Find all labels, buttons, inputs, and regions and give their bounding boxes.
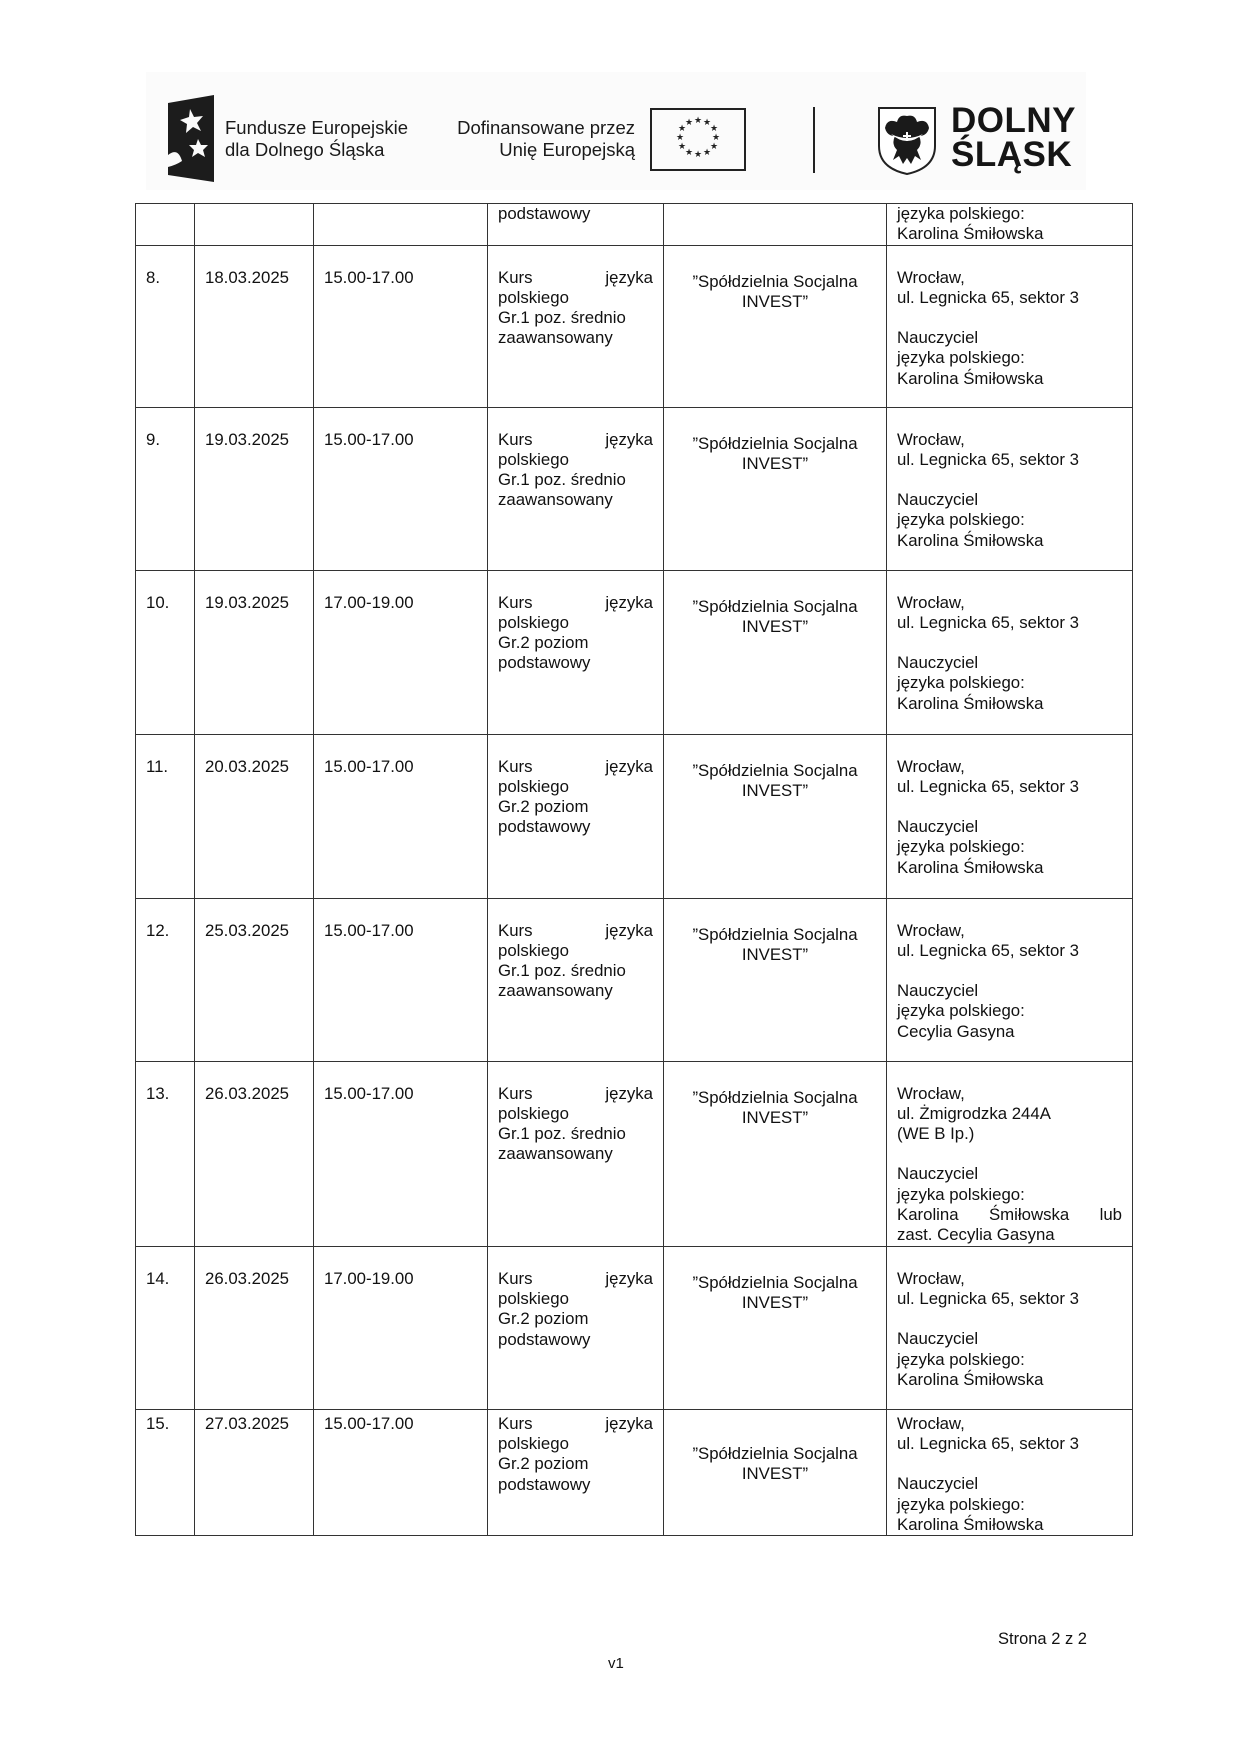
course-word: Kurs [498, 920, 533, 940]
org-line: INVEST” [741, 1107, 809, 1127]
course-line: zaawansowany [498, 981, 613, 1001]
course-line: Gr.2 poziom [498, 633, 589, 653]
row-date: 26.03.2025 [205, 1083, 289, 1103]
teacher-word: Śmiłowska [988, 1205, 1070, 1225]
org-line: INVEST” [741, 780, 809, 800]
eu-flag-icon [650, 108, 746, 171]
cell-org [664, 407, 887, 570]
org-line: INVEST” [741, 1292, 809, 1312]
org-line: ”Spółdzielnia Socjalna [692, 1443, 858, 1463]
course-line: Gr.1 poz. średnio [498, 308, 626, 328]
org-line: ”Spółdzielnia Socjalna [692, 760, 858, 780]
teacher-block [897, 328, 1122, 389]
row-time: 15.00-17.00 [324, 267, 414, 287]
teacher-line: Karolina Śmiłowska [897, 1369, 1044, 1389]
svg-text:★: ★ [709, 142, 719, 152]
course-line: zaawansowany [498, 490, 613, 510]
org-line: ”Spółdzielnia Socjalna [692, 433, 858, 453]
table-row [136, 245, 1133, 407]
cell-date [195, 245, 314, 407]
cell-time [314, 1409, 488, 1535]
address-line: (WE B Ip.) [897, 1124, 975, 1144]
course-word: języka [605, 756, 653, 776]
row-time: 17.00-19.00 [324, 592, 414, 612]
table-row [136, 1061, 1133, 1246]
cell-date [195, 570, 314, 734]
ds-line-2: ŚLĄSK [951, 135, 1073, 174]
row-number: 11. [146, 756, 169, 776]
cell-no [136, 1061, 195, 1246]
table-row [136, 898, 1133, 1061]
teacher-line: Nauczyciel [897, 817, 979, 837]
course-line [498, 268, 653, 288]
teacher-line: Karolina Śmiłowska [897, 368, 1044, 388]
course-word: Kurs [498, 592, 533, 612]
course-word: Kurs [498, 429, 533, 449]
course-line [498, 430, 653, 450]
course-line [498, 921, 653, 941]
address-line: Wrocław, [897, 592, 965, 612]
course-line [498, 1084, 653, 1104]
svg-text:★: ★ [677, 124, 687, 134]
teacher-line: Nauczyciel [897, 1329, 979, 1349]
eu-line-1: Dofinansowane przez [457, 117, 635, 138]
svg-text:★: ★ [702, 148, 712, 158]
course-line: podstawowy [498, 1474, 591, 1494]
row-number: 9. [146, 429, 160, 449]
cell-course [488, 1409, 664, 1535]
cell-date [195, 1061, 314, 1246]
course-line: zaawansowany [498, 328, 613, 348]
address-line: ul. Legnicka 65, sektor 3 [897, 1288, 1079, 1308]
course-line: podstawowy [498, 817, 591, 837]
address-line: ul. Legnicka 65, sektor 3 [897, 1433, 1079, 1453]
row-time: 15.00-17.00 [324, 920, 414, 940]
fundusze-europejskie-text [225, 117, 408, 161]
table-row [136, 734, 1133, 898]
teacher-line: Karolina Śmiłowska [897, 530, 1044, 550]
cell-course [488, 570, 664, 734]
teacher-line: Nauczyciel [897, 1474, 979, 1494]
course-line [498, 757, 653, 777]
cell-no [136, 1409, 195, 1535]
address-line: Wrocław, [897, 429, 965, 449]
teacher-block [897, 490, 1122, 551]
cell-org [664, 1246, 887, 1409]
table-row [136, 1409, 1133, 1535]
cell-time [314, 1246, 488, 1409]
course-line: podstawowy [498, 653, 591, 673]
cell-org [664, 204, 887, 246]
row-time: 15.00-17.00 [324, 1413, 414, 1433]
cell-org [664, 570, 887, 734]
address-line: ul. Żmigrodzka 244A [897, 1103, 1051, 1123]
cell-course [488, 245, 664, 407]
address-line: ul. Legnicka 65, sektor 3 [897, 940, 1079, 960]
address-line: Wrocław, [897, 1083, 965, 1103]
fe-line-1: Fundusze Europejskie [225, 117, 409, 138]
course-line: Gr.2 poziom [498, 1309, 589, 1329]
teacher-line: języka polskiego: [897, 1349, 1025, 1369]
svg-text:★: ★ [675, 133, 685, 143]
cell-place [887, 1061, 1133, 1246]
course-word: Kurs [498, 1413, 533, 1433]
cell-place [887, 734, 1133, 898]
place-tail-1: języka polskiego: [897, 204, 1025, 223]
cell-time [314, 898, 488, 1061]
course-word: języka [605, 429, 653, 449]
teacher-line: Karolina Śmiłowska [897, 857, 1044, 877]
address-line: Wrocław, [897, 920, 965, 940]
cell-place [887, 570, 1133, 734]
table-row [136, 1246, 1133, 1409]
course-line: polskiego [498, 776, 569, 796]
cell-no [136, 1246, 195, 1409]
document-version: v1 [608, 1655, 624, 1672]
cell-course [488, 1246, 664, 1409]
cell-place [887, 245, 1133, 407]
cell-time [314, 734, 488, 898]
course-line: polskiego [498, 287, 569, 307]
org-line: ”Spółdzielnia Socjalna [692, 1272, 858, 1292]
dolny-slask-wordmark [951, 101, 1076, 174]
cell-no [136, 898, 195, 1061]
teacher-block [897, 981, 1122, 1042]
course-line: polskiego [498, 1288, 569, 1308]
cell-course [488, 407, 664, 570]
cell-org [664, 1061, 887, 1246]
org-line: ”Spółdzielnia Socjalna [692, 271, 858, 291]
course-tail: podstawowy [498, 204, 591, 223]
course-word: języka [605, 1083, 653, 1103]
address-line: ul. Legnicka 65, sektor 3 [897, 287, 1079, 307]
teacher-line: Nauczyciel [897, 1164, 979, 1184]
row-number: 15. [146, 1413, 170, 1433]
teacher-word: Karolina [897, 1205, 959, 1225]
row-date: 27.03.2025 [205, 1413, 289, 1433]
address-line: Wrocław, [897, 1268, 965, 1288]
row-number: 14. [146, 1268, 170, 1288]
svg-text:★: ★ [684, 118, 694, 128]
row-number: 13. [146, 1083, 170, 1103]
org-line: INVEST” [741, 291, 809, 311]
org-line: ”Spółdzielnia Socjalna [692, 1087, 858, 1107]
cell-date [195, 407, 314, 570]
course-line: Gr.1 poz. średnio [498, 1124, 626, 1144]
course-line: podstawowy [498, 1329, 591, 1349]
address-line: Wrocław, [897, 756, 965, 776]
org-line: INVEST” [741, 453, 809, 473]
course-word: języka [605, 1413, 653, 1433]
teacher-block [897, 1164, 1122, 1245]
teacher-line: języka polskiego: [897, 348, 1025, 368]
course-word: Kurs [498, 267, 533, 287]
svg-text:★: ★ [702, 118, 712, 128]
cell-no [136, 407, 195, 570]
course-line: polskiego [498, 612, 569, 632]
row-time: 15.00-17.00 [324, 1083, 414, 1103]
cell-time [314, 570, 488, 734]
row-time: 17.00-19.00 [324, 1268, 414, 1288]
page-number: Strona 2 z 2 [998, 1630, 1087, 1648]
course-line: Gr.1 poz. średnio [498, 961, 626, 981]
row-date: 19.03.2025 [205, 592, 289, 612]
course-word: Kurs [498, 1268, 533, 1288]
course-line: polskiego [498, 1103, 569, 1123]
course-line [498, 593, 653, 613]
eu-cofinanced-text [450, 117, 635, 161]
row-time: 15.00-17.00 [324, 756, 414, 776]
row-time: 15.00-17.00 [324, 429, 414, 449]
cell-place [887, 1409, 1133, 1535]
cell-time [314, 407, 488, 570]
cell-no [136, 204, 195, 246]
fundusze-europejskie-logo-icon [168, 95, 214, 182]
cell-place [887, 407, 1133, 570]
svg-text:★: ★ [709, 124, 719, 134]
table-row-continuation [136, 204, 1133, 246]
cell-no [136, 570, 195, 734]
course-word: języka [605, 1268, 653, 1288]
course-line: polskiego [498, 940, 569, 960]
course-word: języka [605, 267, 653, 287]
org-line: INVEST” [741, 944, 809, 964]
svg-text:★: ★ [684, 148, 694, 158]
teacher-line: Karolina Śmiłowska [897, 1514, 1044, 1534]
teacher-line: Karolina Śmiłowska [897, 693, 1044, 713]
row-date: 19.03.2025 [205, 429, 289, 449]
cell-time [314, 204, 488, 246]
svg-text:★: ★ [693, 116, 703, 126]
cell-no [136, 734, 195, 898]
cell-course [488, 734, 664, 898]
teacher-line: języka polskiego: [897, 1001, 1025, 1021]
teacher-block [897, 653, 1122, 714]
svg-text:★: ★ [693, 150, 703, 160]
fe-line-2: dla Dolnego Śląska [225, 139, 385, 160]
row-date: 20.03.2025 [205, 756, 289, 776]
cell-place [887, 1246, 1133, 1409]
course-word: języka [605, 592, 653, 612]
svg-text:★: ★ [711, 133, 721, 143]
org-line: ”Spółdzielnia Socjalna [692, 924, 858, 944]
teacher-line: Nauczyciel [897, 328, 979, 348]
ds-line-1: DOLNY [951, 101, 1076, 140]
teacher-line: Cecylia Gasyna [897, 1021, 1015, 1041]
cell-date [195, 204, 314, 246]
course-line: Gr.2 poziom [498, 1454, 589, 1474]
course-line: Gr.2 poziom [498, 797, 589, 817]
course-line [498, 1269, 653, 1289]
teacher-line: zast. Cecylia Gasyna [897, 1225, 1055, 1245]
cell-place [887, 898, 1133, 1061]
teacher-block [897, 817, 1122, 878]
course-line: Gr.1 poz. średnio [498, 470, 626, 490]
row-date: 25.03.2025 [205, 920, 289, 940]
cell-time [314, 1061, 488, 1246]
row-number: 12. [146, 920, 170, 940]
address-line: ul. Legnicka 65, sektor 3 [897, 776, 1079, 796]
row-number: 10. [146, 592, 170, 612]
schedule-table [135, 203, 1133, 1536]
row-date: 26.03.2025 [205, 1268, 289, 1288]
table-row [136, 407, 1133, 570]
course-line: zaawansowany [498, 1144, 613, 1164]
cell-date [195, 1246, 314, 1409]
teacher-line [897, 1205, 1122, 1225]
course-line [498, 1414, 653, 1434]
address-line: ul. Legnicka 65, sektor 3 [897, 449, 1079, 469]
row-date: 18.03.2025 [205, 267, 289, 287]
lower-silesia-crest-icon [877, 106, 937, 176]
teacher-line: języka polskiego: [897, 1494, 1025, 1514]
teacher-word: lub [1099, 1205, 1122, 1225]
teacher-line: Nauczyciel [897, 490, 979, 510]
course-line: polskiego [498, 449, 569, 469]
teacher-block [897, 1474, 1122, 1535]
place-tail-2: Karolina Śmiłowska [897, 224, 1044, 244]
cell-date [195, 898, 314, 1061]
org-line: ”Spółdzielnia Socjalna [692, 596, 858, 616]
course-line: polskiego [498, 1433, 569, 1453]
teacher-line: Nauczyciel [897, 653, 979, 673]
cell-course [488, 898, 664, 1061]
table-row [136, 570, 1133, 734]
logo-divider [813, 107, 815, 173]
address-line: Wrocław, [897, 1413, 965, 1433]
org-line: INVEST” [741, 1463, 809, 1483]
course-word: języka [605, 920, 653, 940]
eu-line-2: Unię Europejską [499, 139, 635, 160]
cell-org [664, 734, 887, 898]
cell-place [887, 204, 1133, 246]
teacher-line: języka polskiego: [897, 837, 1025, 857]
cell-course [488, 1061, 664, 1246]
cell-no [136, 245, 195, 407]
cell-time [314, 245, 488, 407]
svg-text:★: ★ [677, 142, 687, 152]
cell-org [664, 245, 887, 407]
teacher-line: języka polskiego: [897, 1184, 1025, 1204]
teacher-block [897, 1329, 1122, 1390]
cell-date [195, 1409, 314, 1535]
address-line: ul. Legnicka 65, sektor 3 [897, 612, 1079, 632]
course-word: Kurs [498, 1083, 533, 1103]
cell-org [664, 1409, 887, 1535]
course-word: Kurs [498, 756, 533, 776]
teacher-line: Nauczyciel [897, 981, 979, 1001]
cell-course [488, 204, 664, 246]
address-line: Wrocław, [897, 267, 965, 287]
org-line: INVEST” [741, 616, 809, 636]
cell-date [195, 734, 314, 898]
cell-org [664, 898, 887, 1061]
row-number: 8. [146, 267, 160, 287]
teacher-line: języka polskiego: [897, 510, 1025, 530]
teacher-line: języka polskiego: [897, 673, 1025, 693]
